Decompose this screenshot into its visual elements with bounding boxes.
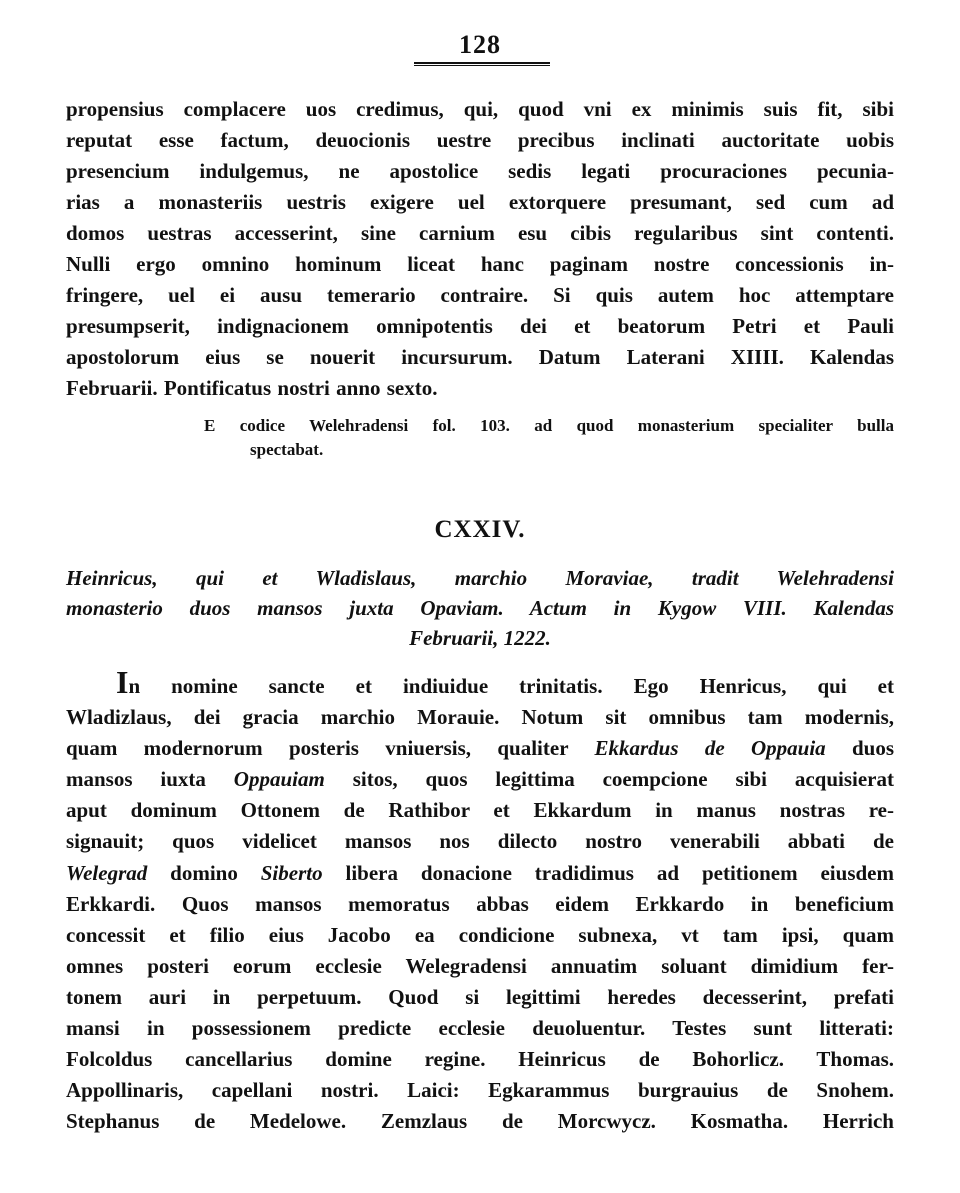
- summary-line: Februarii, 1222.: [409, 626, 551, 650]
- text-line: [66, 764, 894, 795]
- text-line: Nulli ergo omnino hominum liceat hanc paginam nostre concessionis in-: [66, 252, 894, 276]
- source-note: [204, 414, 894, 462]
- page-number: 128: [459, 30, 501, 59]
- source-note-line: E codice Welehradensi fol. 103. ad quod monasterium specialiter bulla: [204, 416, 894, 435]
- text-line: domos uestras accesserint, sine carnium esu cibis regularibus sint contenti.: [66, 221, 894, 245]
- text-line: rias a monasteriis uestris exigere uel extorquere presumant, sed cum ad: [66, 190, 894, 214]
- text-line: [66, 733, 894, 764]
- summary-line: Heinricus, qui et Wladislaus, marchio Moraviae, tradit Welehradensi: [66, 566, 894, 590]
- place-name: Oppauiam: [233, 767, 325, 792]
- text-segment: domino: [147, 860, 261, 885]
- text-line: Folcoldus cancellarius domine regine. Heinricus de Bohorlicz. Thomas.: [66, 1047, 894, 1072]
- document-summary: [66, 563, 894, 653]
- text-line: apostolorum eius se nouerit incursurum. Datum Laterani XIIII. Kalendas: [66, 345, 894, 369]
- text-segment: libera donacione tradidimus ad petitionem eiusdem: [322, 860, 894, 885]
- text-line: presencium indulgemus, ne apostolice sedis legati procuraciones pecunia-: [66, 159, 894, 183]
- text-line: Wladizlaus, dei gracia marchio Morauie. Notum sit omnibus tam modernis,: [66, 705, 894, 730]
- text-segment: quam modernorum posteris vniuersis, qualiter: [66, 736, 595, 761]
- text-line: [66, 664, 894, 702]
- text-line: fringere, uel ei ausu temerario contraire. Si quis autem hoc attemptare: [66, 283, 894, 307]
- charter-text: [66, 664, 895, 1137]
- person-name: Ekkardus de Oppauia: [594, 736, 826, 761]
- text-line: aput dominum Ottonem de Rathibor et Ekkardum in manus nostras re-: [66, 798, 894, 823]
- source-note-line: spectabat.: [250, 440, 324, 459]
- text-segment: n nomine sancte et indiuidue trinitatis. Ego Henricus, qui et: [128, 674, 894, 698]
- text-line: omnes posteri eorum ecclesie Welegradensi annuatim soluant dimidium fer-: [66, 953, 894, 978]
- text-line: signauit; quos videlicet mansos nos dilecto nostro venerabili abbati de: [66, 829, 894, 854]
- person-name: Siberto: [260, 860, 323, 885]
- document-number: CXXIV.: [434, 516, 526, 543]
- text-line: concessit et filio eius Jacobo ea condicione subnexa, vt tam ipsi, quam: [66, 922, 894, 947]
- drop-initial: I: [116, 664, 129, 700]
- text-line: mansi in possessionem predicte ecclesie deuoluentur. Testes sunt litterati:: [66, 1016, 894, 1041]
- text-line: Februarii. Pontificatus nostri anno sexto.: [66, 376, 438, 400]
- header-rule: [414, 62, 550, 66]
- text-line: reputat esse factum, deuocionis uestre precibus inclinati auctoritate uobis: [66, 128, 894, 152]
- text-line: propensius complacere uos credimus, qui, quod vni ex minimis suis fit, sibi: [66, 97, 894, 121]
- text-line: Erkkardi. Quos mansos memoratus abbas eidem Erkkardo in beneficium: [66, 891, 894, 916]
- text-segment: sitos, quos legittima coempcione sibi acquisierat: [324, 767, 894, 792]
- text-segment: duos: [825, 736, 895, 761]
- text-line: Appollinaris, capellani nostri. Laici: Egkarammus burgrauius de Snohem.: [66, 1078, 894, 1103]
- summary-line: monasterio duos mansos juxta Opaviam. Actum in Kygow VIII. Kalendas: [66, 596, 894, 620]
- intro-paragraph: [66, 94, 894, 404]
- text-line: [66, 858, 894, 889]
- text-line: Stephanus de Medelowe. Zemzlaus de Morcwycz. Kosmatha. Herrich: [66, 1109, 894, 1134]
- text-line: tonem auri in perpetuum. Quod si legittimi heredes decesserint, prefati: [66, 984, 894, 1009]
- text-line: presumpserit, indignacionem omnipotentis dei et beatorum Petri et Pauli: [66, 314, 894, 338]
- place-name: Welegrad: [66, 860, 148, 885]
- text-segment: mansos iuxta: [66, 767, 234, 792]
